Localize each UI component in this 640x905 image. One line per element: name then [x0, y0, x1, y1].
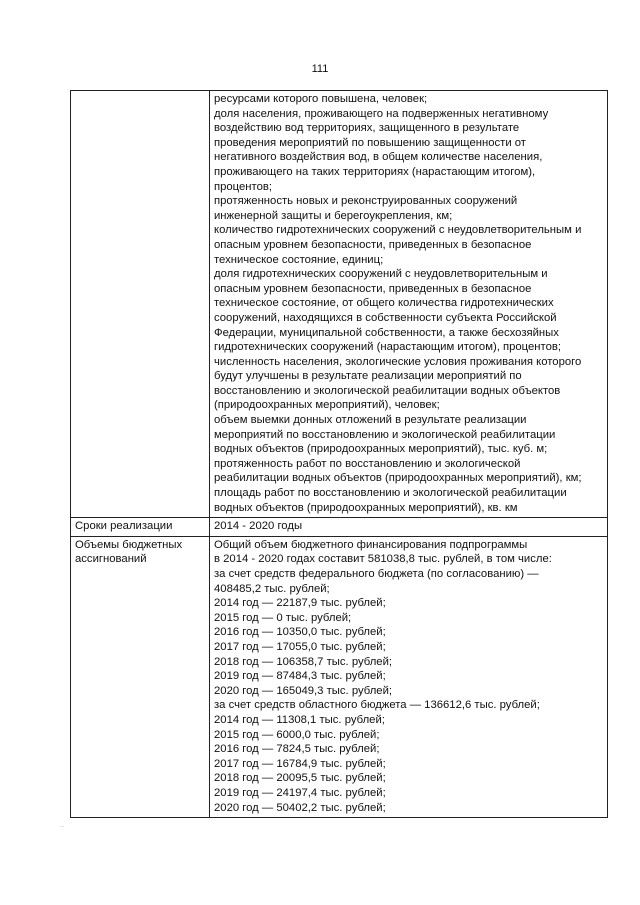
text-line: воздействию вод территориях, защищенного в результате — [214, 122, 520, 135]
text-line: доля гидротехнических сооружений с неудовлетворительным и — [214, 268, 548, 281]
scan-artifact: ~ — [59, 821, 66, 832]
text-line: за счет средств областного бюджета — 136612,6 тыс. рублей; — [214, 699, 540, 712]
text-line: опасным уровнем безопасности, приведенных в безопасное — [214, 282, 532, 295]
text-line: количество гидротехнических сооружений с неудовлетворительным и — [214, 224, 582, 237]
text-line: гидротехнических сооружений (нарастающим итогом), процентов; — [214, 341, 562, 354]
text-line: водных объектов (природоохранных мероприятий), тыс. куб. м; — [214, 443, 548, 456]
text-line: 2019 год — 87484,3 тыс. рублей; — [214, 670, 386, 683]
text-line: Федерации, муниципальной собственности, а также бесхозяйных — [214, 326, 559, 339]
row-label: Объемы бюджетных ассигнований — [71, 536, 210, 817]
table-row — [71, 91, 608, 518]
text-line: процентов; — [214, 180, 273, 193]
text-line: 2018 год — 106358,7 тыс. рублей; — [214, 655, 393, 668]
text-line: ресурсами которого повышена, человек; — [214, 93, 428, 105]
text-line: 2020 год — 165049,3 тыс. рублей; — [214, 684, 393, 697]
passport-table-body — [71, 91, 608, 818]
text-line: инженерной защиты и берегоукрепления, км; — [214, 209, 453, 222]
text-line: (природоохранных мероприятий), человек; — [214, 399, 440, 412]
text-line: техническое состояние, единиц; — [214, 253, 384, 266]
text-line: сооружений, находящихся в собственности субъекта Российской — [214, 311, 557, 324]
text-line: 2019 год — 24197,4 тыс. рублей; — [214, 786, 386, 799]
row-label: Сроки реализации — [71, 518, 210, 537]
table-row — [71, 518, 608, 537]
text-line: 2015 год — 0 тыс. рублей; — [214, 611, 352, 624]
row-value — [210, 536, 608, 817]
text-line: проведения мероприятий по повышению защищенности от — [214, 136, 526, 149]
text-line: в 2014 - 2020 годах составит 581038,8 тыс. рублей, в том числе: — [214, 553, 552, 566]
text-line: площадь работ по восстановлению и экологической реабилитации — [214, 487, 567, 500]
text-line: техническое состояние, от общего количества гидротехнических — [214, 297, 554, 310]
text-line: объем выемки донных отложений в результате реализации — [214, 414, 527, 427]
page-number: 111 — [311, 63, 329, 75]
text-line: проживающего на таких территориях (нарастающим итогом), — [214, 165, 536, 178]
text-line: негативного воздействия вод, в общем количестве населения, — [214, 151, 543, 164]
text-line: 2020 год — 50402,2 тыс. рублей; — [214, 801, 386, 814]
text-line: 2018 год — 20095,5 тыс. рублей; — [214, 772, 386, 785]
text-line: 2014 год — 22187,9 тыс. рублей; — [214, 597, 386, 610]
text-line: мероприятий по восстановлению и экологической реабилитации — [214, 428, 556, 441]
text-line: 2015 год — 6000,0 тыс. рублей; — [214, 728, 380, 741]
text-line: 2016 год — 7824,5 тыс. рублей; — [214, 743, 380, 756]
text-line: 2017 год — 16784,9 тыс. рублей; — [214, 757, 386, 770]
row-label — [71, 91, 210, 518]
text-line: доля населения, проживающего на подверженных негативному — [214, 107, 549, 120]
text-line: численность населения, экологические условия проживания которого — [214, 355, 582, 368]
subprogram-passport-table — [70, 90, 608, 818]
text-line: опасным уровнем безопасности, приведенных в безопасное — [214, 238, 532, 251]
text-line: 2016 год — 10350,0 тыс. рублей; — [214, 626, 386, 639]
text-line: 2017 год — 17055,0 тыс. рублей; — [214, 640, 386, 653]
text-line: за счет средств федерального бюджета (по согласованию) — — [214, 568, 539, 580]
text-line: Общий объем бюджетного финансирования подпрограммы — [214, 538, 528, 551]
row-value — [210, 518, 608, 537]
text-line: 408485,2 тыс. рублей; — [214, 582, 330, 595]
text-line: протяженность новых и реконструированных сооружений — [214, 195, 518, 208]
table-row — [71, 536, 608, 817]
text-line: протяженность работ по восстановлению и экологической — [214, 457, 521, 470]
text-line: будут улучшены в результате реализации мероприятий по — [214, 370, 522, 383]
text-line: восстановлению и экологической реабилитации водных объектов — [214, 384, 561, 397]
text-line: 2014 год — 11308,1 тыс. рублей; — [214, 713, 385, 726]
row-value — [210, 91, 608, 518]
text-line: водных объектов (природоохранных мероприятий), кв. км — [214, 501, 518, 514]
text-line: реабилитации водных объектов (природоохранных мероприятий), км; — [214, 472, 582, 485]
text-line: 2014 - 2020 годы — [214, 520, 303, 533]
